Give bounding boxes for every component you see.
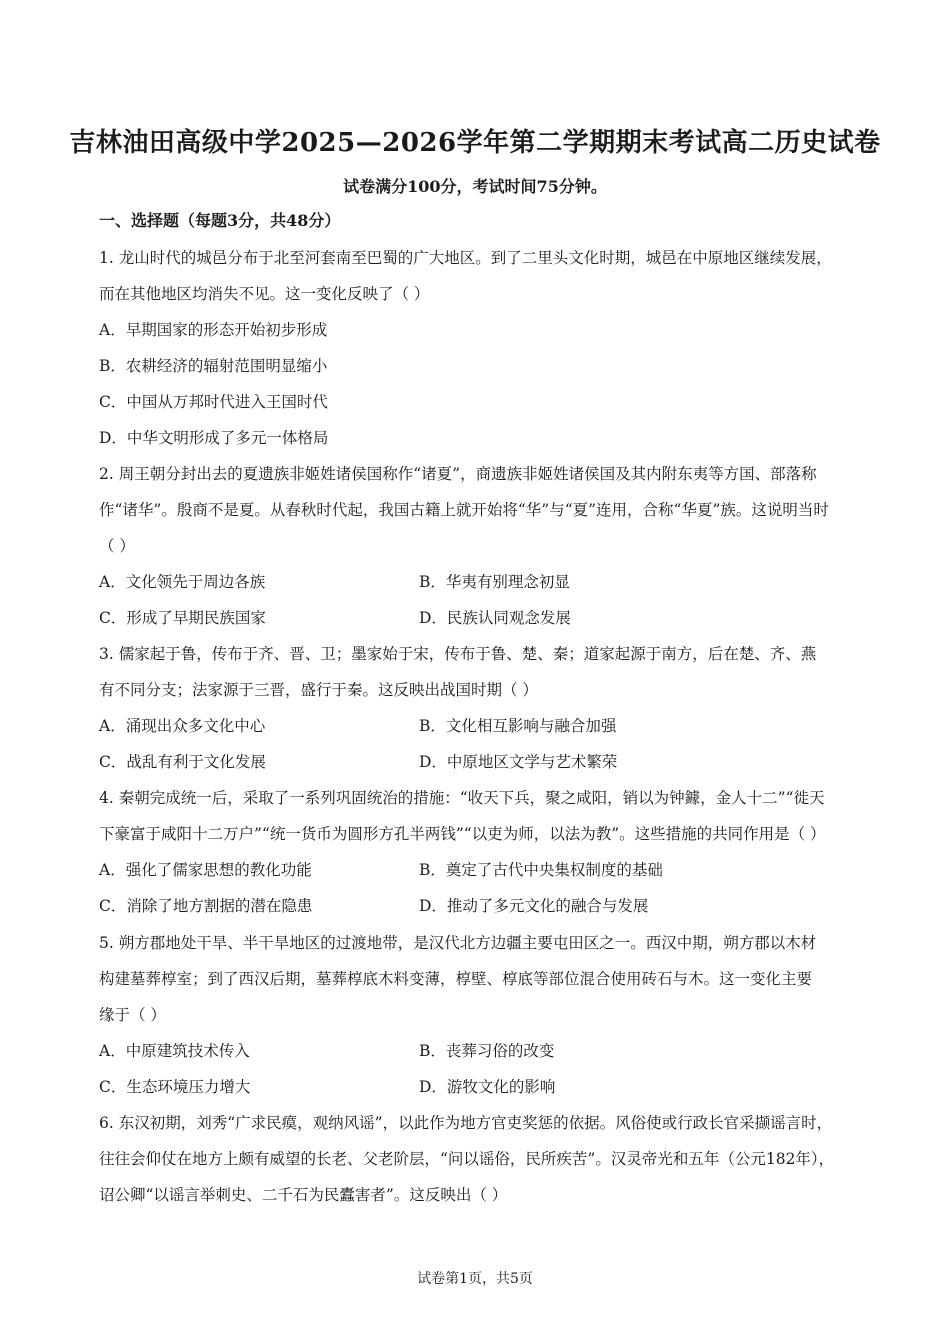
exam-subtitle: 试卷满分100分，考试时间75分钟。 <box>343 177 607 196</box>
option-d: D．中原地区文学与艺术繁荣 <box>419 753 618 771</box>
option-b: B．奠定了古代中央集权制度的基础 <box>419 861 663 879</box>
section-heading: 一、选择题（每题3分，共48分） <box>99 211 341 230</box>
option-b: B．农耕经济的辐射范围明显缩小 <box>99 357 328 375</box>
option-a: A．强化了儒家思想的教化功能 <box>99 861 312 879</box>
question-text: 诏公卿“以谣言举刺史、二千石为民蠹害者”。这反映出（ ） <box>99 1186 508 1204</box>
option-c: C．中国从万邦时代进入王国时代 <box>99 393 328 411</box>
option-c: C．战乱有利于文化发展 <box>99 753 266 771</box>
question-text: 而在其他地区均消失不见。这一变化反映了（ ） <box>99 285 430 303</box>
question-text: （ ） <box>99 537 135 555</box>
option-b: B．华夷有别理念初显 <box>419 573 570 591</box>
page-footer: 试卷第1页，共5页 <box>417 1271 533 1287</box>
question-text: 5. 朔方郡地处干旱、半干旱地区的过渡地带，是汉代北方边疆主要屯田区之一。西汉中期，朔方郡以木材 <box>99 934 817 952</box>
option-d: D．中华文明形成了多元一体格局 <box>99 429 329 447</box>
question-text: 1. 龙山时代的城邑分布于北至河套南至巴蜀的广大地区。到了二里头文化时期，城邑在中原地区继续发展， <box>99 249 832 267</box>
option-c: C．形成了早期民族国家 <box>99 609 266 627</box>
question-text: 构建墓葬椁室；到了西汉后期，墓葬椁底木料变薄，椁壁、椁底等部位混合使用砖石与木。这一变化主要 <box>99 970 813 988</box>
question-text: 2. 周王朝分封出去的夏遗族非姬姓诸侯国称作“诸夏”，商遗族非姬姓诸侯国及其内附东夷等方国、部落称 <box>99 465 817 483</box>
option-d: D．推动了多元文化的融合与发展 <box>419 897 649 915</box>
option-a: A．中原建筑技术传入 <box>99 1042 250 1060</box>
question-text: 有不同分支；法家源于三晋，盛行于秦。这反映出战国时期（ ） <box>99 681 538 699</box>
question-text: 作“诸华”。殷商不是夏。从春秋时代起，我国古籍上就开始将“华”与“夏”连用，合称“华夏”族。这说明当时 <box>99 501 829 519</box>
question-text: 往往会仰仗在地方上颇有威望的长老、父老阶层，“问以谣俗，民所疾苦”。汉灵帝光和五年（公元182年）， <box>99 1150 835 1168</box>
option-a: A．文化领先于周边各族 <box>99 573 266 591</box>
option-c: C．消除了地方割据的潜在隐患 <box>99 897 313 915</box>
exam-title: 吉林油田高级中学2025—2026学年第二学期期末考试高二历史试卷 <box>69 128 881 158</box>
question-text: 4. 秦朝完成统一后，采取了一系列巩固统治的措施：“收天下兵，聚之咸阳，销以为钟鐻，金人十二”“徙天 <box>99 789 825 807</box>
option-b: B．丧葬习俗的改变 <box>419 1042 555 1060</box>
option-b: B．文化相互影响与融合加强 <box>419 717 617 735</box>
question-text: 缘于（ ） <box>99 1006 166 1024</box>
option-a: A．早期国家的形态开始初步形成 <box>99 321 328 339</box>
option-d: D．民族认同观念发展 <box>419 609 571 627</box>
option-a: A．涌现出众多文化中心 <box>99 717 266 735</box>
option-c: C．生态环境压力增大 <box>99 1078 251 1096</box>
option-d: D．游牧文化的影响 <box>419 1078 556 1096</box>
question-text: 3. 儒家起于鲁，传布于齐、晋、卫；墨家始于宋，传布于鲁、楚、秦；道家起源于南方，后在楚、齐、燕 <box>99 645 817 663</box>
question-text: 下豪富于咸阳十二万户”“统一货币为圆形方孔半两钱”“以吏为师，以法为教”。这些措施的共同作用是（ ） <box>99 825 826 843</box>
question-text: 6. 东汉初期，刘秀“广求民瘼，观纳风谣”，以此作为地方官吏奖惩的依据。风俗使或行政长官采撷谣言时， <box>99 1114 833 1132</box>
